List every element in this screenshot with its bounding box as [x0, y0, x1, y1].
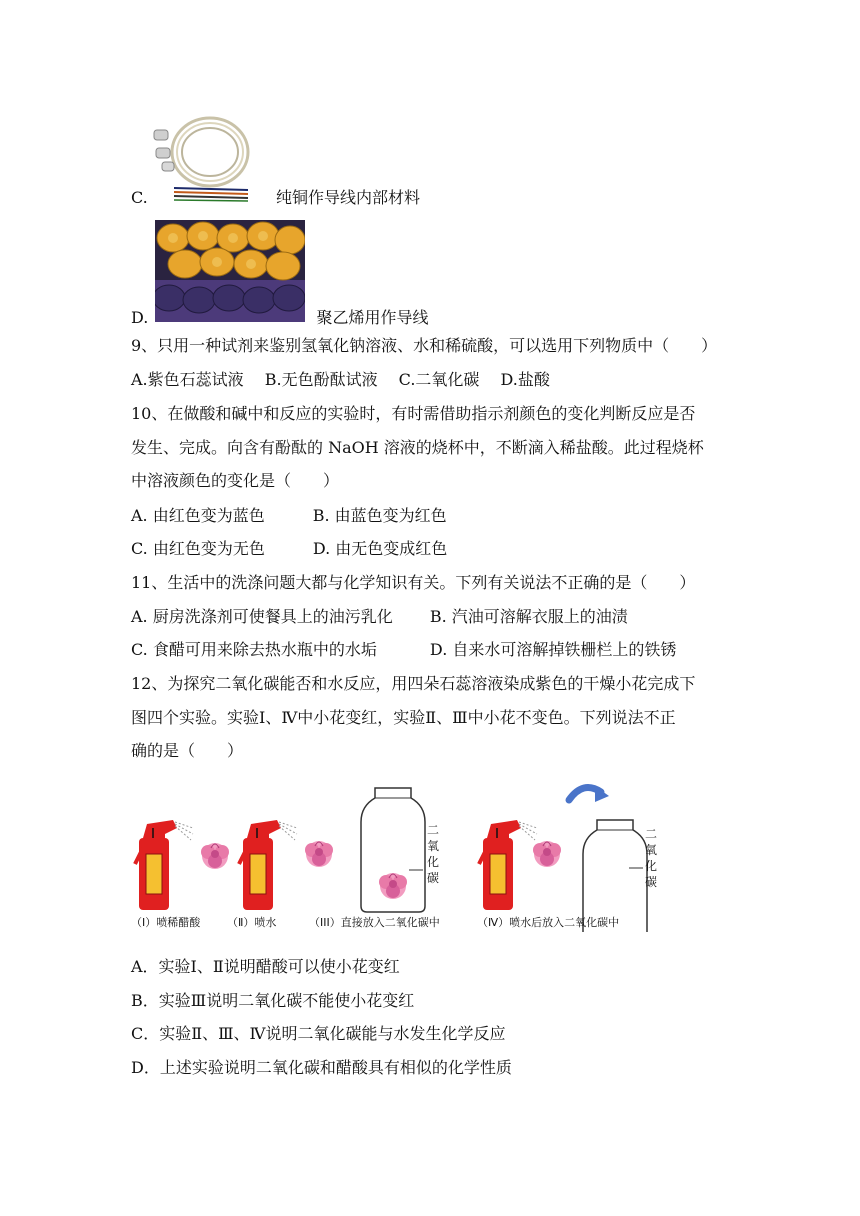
jar3-label-char-1: 二: [427, 823, 440, 837]
jar4-label-char-3: 化: [645, 859, 658, 873]
jar4-label-char-1: 二: [645, 827, 658, 841]
caption-exp-3: （III）直接放入二氧化碳中: [309, 916, 440, 929]
q10-stem-line-2: 发生、完成。向含有酚酞的 NaOH 溶液的烧杯中，不断滴入稀盐酸。此过程烧杯: [131, 438, 704, 457]
option-c-text: 纯铜作导线内部材料: [275, 188, 420, 207]
q8-option-d: [131, 308, 429, 328]
q11-options-row-1: A. 厨房洗涤剂可使餐具上的油污乳化 B. 汽油可溶解衣服上的油渍: [131, 607, 628, 626]
caption-exp-2: （Ⅱ）喷水: [227, 916, 277, 929]
option-d-text: 聚乙烯用作导线: [316, 308, 429, 327]
q10-options-row-2: C. 由红色变为无色 D. 由无色变成红色: [131, 539, 448, 558]
jar3-label-char-3: 化: [427, 855, 440, 869]
q12-stem-line-3: 确的是（ ）: [131, 741, 244, 760]
q10-options-row-1: A. 由红色变为蓝色 B. 由蓝色变为红色: [131, 506, 447, 525]
co2-flower-experiment-figure: [131, 782, 661, 932]
option-c-letter: C.: [131, 188, 148, 207]
q12-stem-line-2: 图四个实验。实验Ⅰ、Ⅳ中小花变红，实验Ⅱ、Ⅲ中小花不变色。下列说法不正: [131, 708, 676, 727]
jar4-label-char-4: 碳: [645, 875, 658, 889]
q10-stem-line-3: 中溶液颜色的变化是（ ）: [131, 471, 340, 490]
q12-stem-line-1: 12、为探究二氧化碳能否和水反应，用四朵石蕊溶液染成紫色的干燥小花完成下: [131, 674, 696, 693]
caption-exp-1: （I）喷稀醋酸: [131, 916, 201, 929]
q8-option-c: [131, 188, 420, 208]
q9-options: A.紫色石蕊试液 B.无色酚酞试液 C.二氧化碳 D.盐酸: [131, 370, 550, 389]
q10-stem-line-1: 10、在做酸和碱中和反应的实验时，有时需借助指示剂颜色的变化判断反应是否: [131, 404, 696, 423]
q11-stem: 11、生活中的洗涤问题大都与化学知识有关。下列有关说法不正确的是（ ）: [131, 573, 696, 592]
jar4-label-char-2: 氧: [645, 843, 658, 857]
polyethylene-spools-image: [155, 220, 305, 322]
q12-option-d: D．上述实验说明二氧化碳和醋酸具有相似的化学性质: [131, 1058, 512, 1077]
q12-option-a: A．实验Ⅰ、Ⅱ说明醋酸可以使小花变红: [131, 957, 400, 976]
jar3-label-char-4: 碳: [427, 871, 440, 885]
q11-options-row-2: C. 食醋可用来除去热水瓶中的水垢 D. 自来水可溶解掉铁栅栏上的铁锈: [131, 640, 677, 659]
option-d-letter: D.: [131, 308, 149, 327]
q12-option-c: C．实验Ⅱ、Ⅲ、Ⅳ说明二氧化碳能与水发生化学反应: [131, 1024, 506, 1043]
jar3-label-char-2: 氧: [427, 839, 440, 853]
q12-option-b: B．实验Ⅲ说明二氧化碳不能使小花变红: [131, 991, 415, 1010]
caption-exp-4: （Ⅳ）喷水后放入二氧化碳中: [477, 916, 620, 929]
q9-stem: 9、只用一种试剂来鉴别氢氧化钠溶液、水和稀硫酸，可以选用下列物质中（ ）: [131, 336, 718, 355]
